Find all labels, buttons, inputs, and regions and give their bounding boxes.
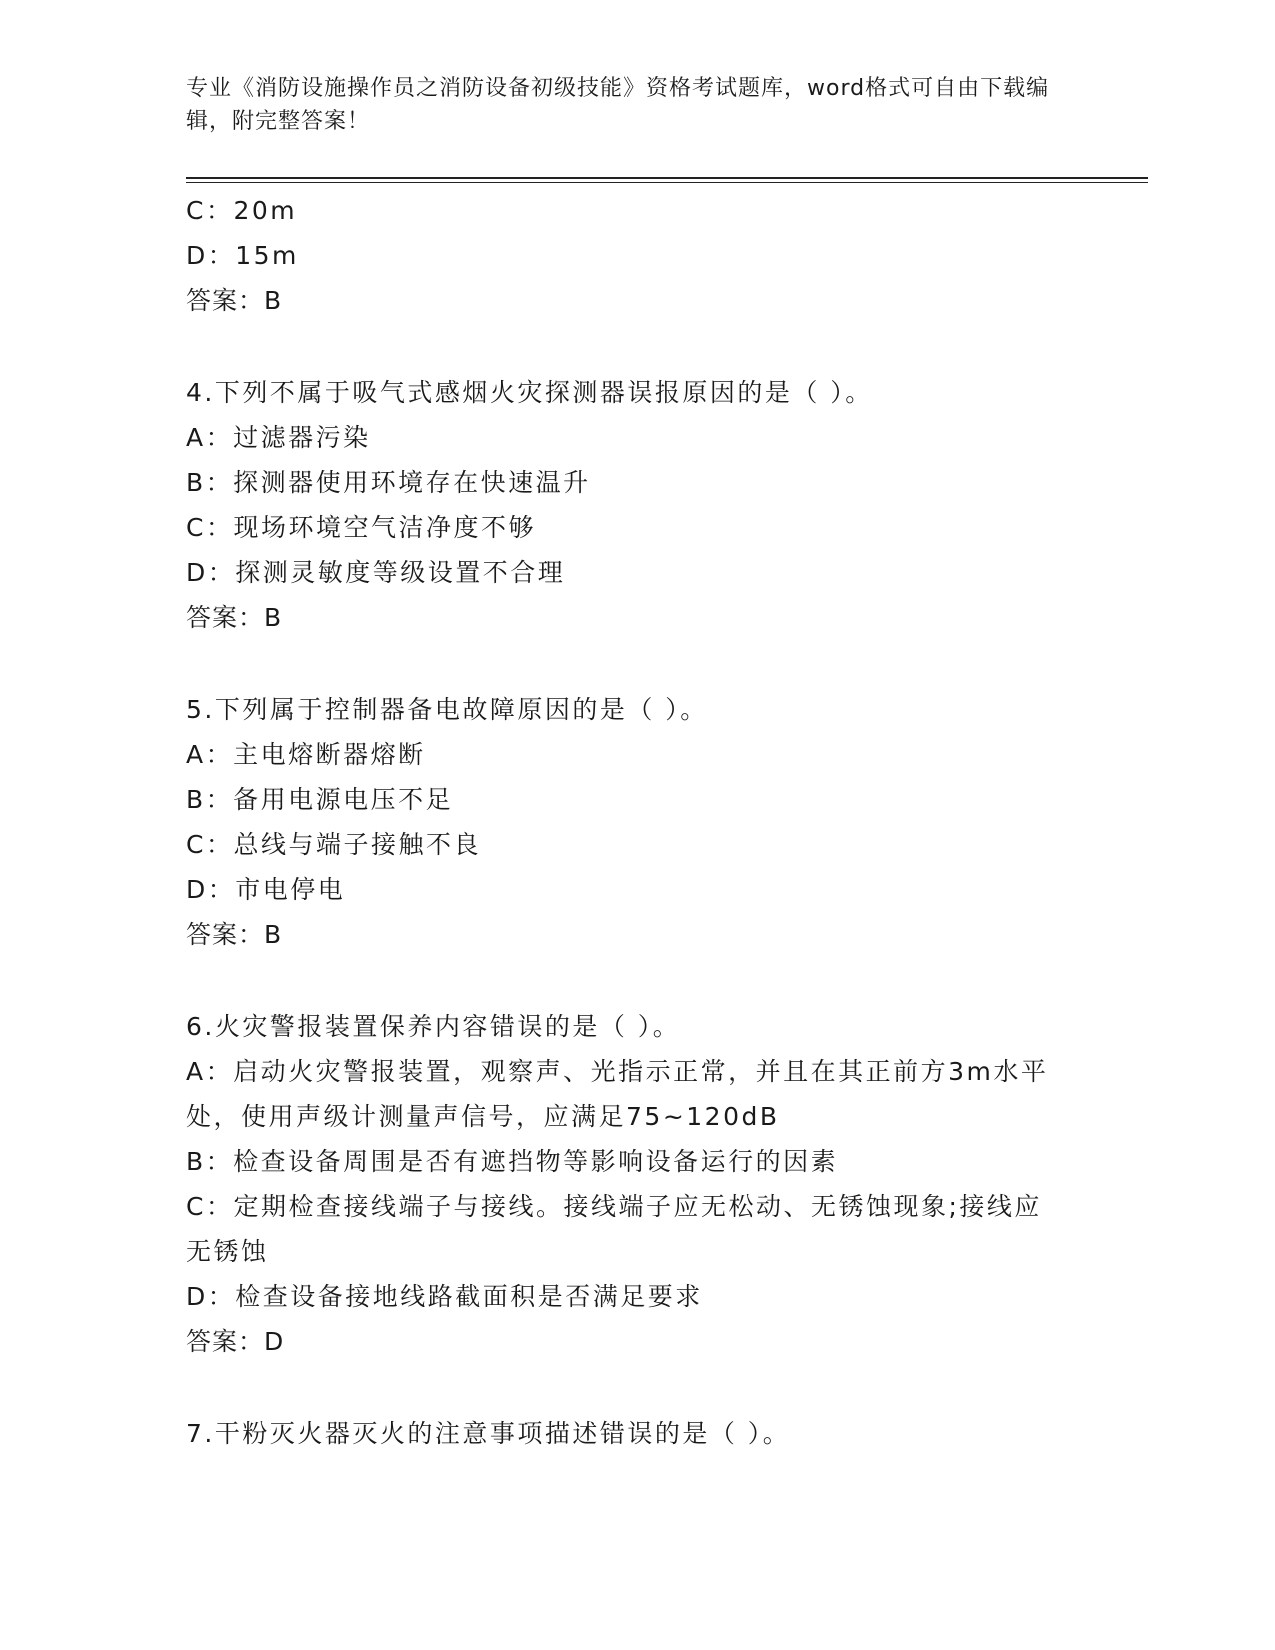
option-d: D：探测灵敏度等级设置不合理 [186, 558, 566, 587]
answer: 答案：D [186, 1327, 285, 1356]
question-stem: 7.干粉灭火器灭火的注意事项描述错误的是（ ）。 [186, 1419, 791, 1448]
option-d: D：市电停电 [186, 875, 346, 904]
answer: 答案：B [186, 286, 283, 315]
option-b: B：备用电源电压不足 [186, 785, 454, 814]
option-a: A：启动火灾警报装置，观察声、光指示正常，并且在其正前方3m水平处，使用声级计测量声信号，应满足75~120dB [186, 1057, 1049, 1131]
page-header [186, 72, 1066, 138]
question-stem: 5.下列属于控制器备电故障原因的是（ ）。 [186, 695, 708, 724]
header-divider-thin [186, 182, 1148, 183]
header-divider-thick [186, 177, 1148, 179]
spacer [186, 1364, 1066, 1411]
option-c: C：总线与端子接触不良 [186, 830, 481, 859]
question-stem: 6.火灾警报装置保养内容错误的是（ ）。 [186, 1012, 681, 1041]
answer: 答案：B [186, 603, 283, 632]
spacer [186, 323, 1066, 370]
header-text: 专业《消防设施操作员之消防设备初级技能》资格考试题库，word格式可自由下载编辑，附完整答案！ [186, 76, 1050, 134]
option-a: A：过滤器污染 [186, 423, 371, 452]
option-b: B：探测器使用环境存在快速温升 [186, 468, 591, 497]
answer: 答案：B [186, 920, 283, 949]
option-c: C：20m [186, 196, 298, 225]
question-5 [186, 687, 1066, 957]
question-6 [186, 1004, 1066, 1364]
option-c: C：定期检查接线端子与接线。接线端子应无松动、无锈蚀现象;接线应无锈蚀 [186, 1192, 1042, 1266]
spacer [186, 640, 1066, 687]
option-d: D：检查设备接地线路截面积是否满足要求 [186, 1282, 703, 1311]
question-list [186, 188, 1066, 1456]
spacer [186, 957, 1066, 1004]
option-d: D：15m [186, 241, 299, 270]
question-stem: 4.下列不属于吸气式感烟火灾探测器误报原因的是（ ）。 [186, 378, 873, 407]
option-b: B：检查设备周围是否有遮挡物等影响设备运行的因素 [186, 1147, 839, 1176]
question-4 [186, 370, 1066, 640]
question-7 [186, 1411, 1066, 1456]
option-c: C：现场环境空气洁净度不够 [186, 513, 536, 542]
previous-question-tail [186, 188, 1066, 323]
option-a: A：主电熔断器熔断 [186, 740, 426, 769]
